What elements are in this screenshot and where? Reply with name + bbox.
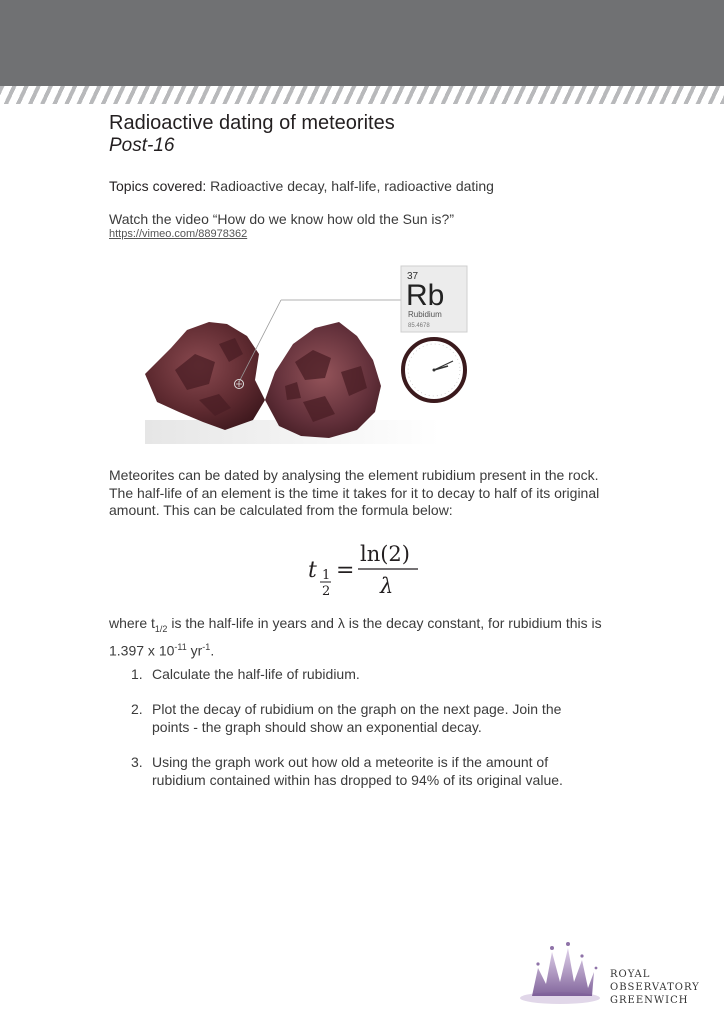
- topics-covered: [109, 178, 494, 194]
- meteorite-illustration: [135, 262, 445, 448]
- list-item: [131, 753, 601, 789]
- video-link[interactable]: https://vimeo.com/88978362: [109, 228, 248, 240]
- header-band: [0, 0, 724, 86]
- task-number: 3.: [131, 754, 143, 770]
- observatory-name: ROYAL OBSERVATORY GREENWICH: [610, 969, 700, 1006]
- formula-sub-den: 2: [322, 584, 331, 599]
- topics-label: Topics covered:: [109, 178, 207, 194]
- formula-equals: =: [336, 558, 355, 583]
- task-number: 1.: [131, 666, 143, 682]
- task-list: [131, 665, 601, 806]
- page-title: Radioactive dating of meteorites: [109, 112, 395, 134]
- intro-paragraph: Meteorites can be dated by analysing the element rubidium present in the rock. The half-life of an element is the time it takes for it to decay to half of its original amount. This can be calculated from the formula below:: [109, 467, 600, 518]
- formula-sub-num: 1: [322, 568, 331, 583]
- task-text: Using the graph work out how old a meteorite is if the amount of rubidium contained within has dropped to 94% of its original value.: [152, 754, 563, 788]
- topics-value: Radioactive decay, half-life, radioactive dating: [210, 178, 494, 194]
- page-subtitle: Post-16: [109, 135, 175, 156]
- list-item: [131, 665, 601, 683]
- clock-icon: [403, 339, 465, 401]
- list-item: [131, 700, 601, 736]
- formula-denominator: λ: [380, 574, 394, 598]
- task-number: 2.: [131, 701, 143, 717]
- formula-numerator: ln(2): [360, 542, 410, 566]
- video-prompt: Watch the video “How do we know how old the Sun is?”: [109, 211, 454, 227]
- element-mass: 85.4678: [408, 323, 430, 329]
- half-life-formula: [300, 537, 430, 607]
- formula-t: t: [308, 558, 317, 583]
- element-number: 37: [407, 271, 419, 282]
- element-name: Rubidium: [408, 310, 442, 319]
- header-stripes: [0, 86, 724, 104]
- task-text: Calculate the half-life of rubidium.: [152, 666, 360, 682]
- formula-explanation: where $t_{1/2}$ is the half-life in years and λ is the decay constant, for rubidium this is 1.397 x $10^{-11}$ $yr^{-1}$.: [109, 615, 602, 659]
- task-text: Plot the decay of rubidium on the graph on the next page. Join the points - the graph should show an exponential decay.: [152, 701, 562, 735]
- element-symbol: Rb: [406, 279, 445, 312]
